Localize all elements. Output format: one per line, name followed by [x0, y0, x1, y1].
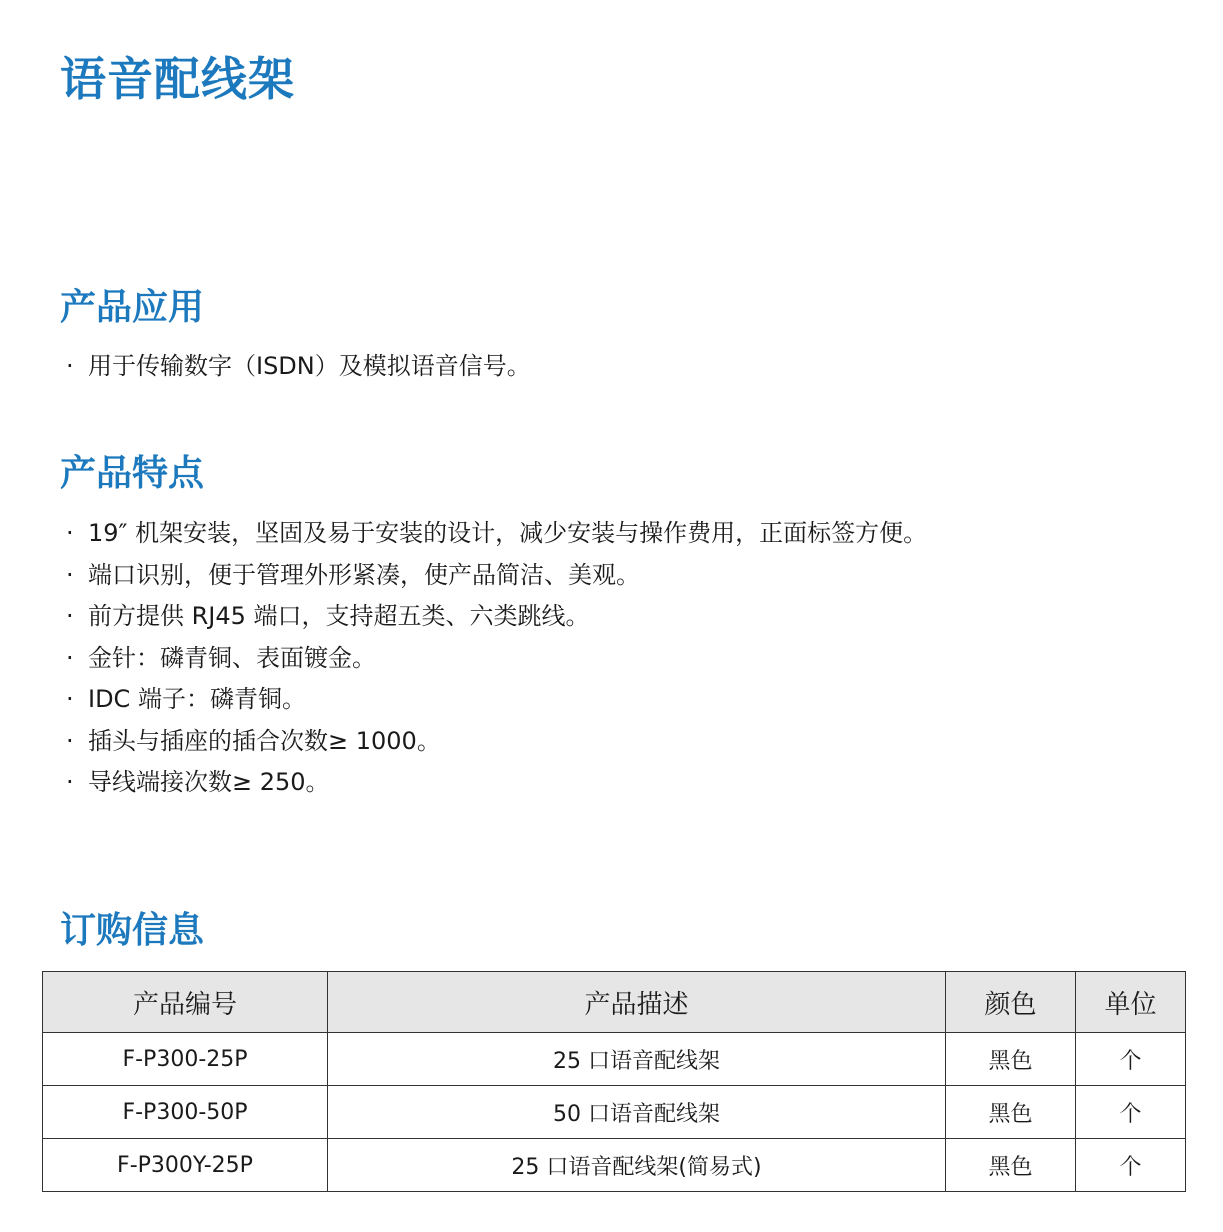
cell-unit: 个 — [1076, 1033, 1186, 1086]
bullet-marker: · — [66, 560, 74, 589]
ordering-table — [42, 971, 1186, 1192]
cell-product-code: F-P300Y-25P — [43, 1139, 328, 1192]
list-item — [66, 762, 927, 804]
cell-description: 50 口语音配线架 — [328, 1086, 946, 1139]
cell-color: 黑色 — [946, 1086, 1076, 1139]
list-item-text: 用于传输数字（ISDN）及模拟语音信号。 — [88, 352, 531, 380]
bullet-marker: · — [66, 519, 74, 547]
cell-unit: 个 — [1076, 1139, 1186, 1192]
cell-unit: 个 — [1076, 1086, 1186, 1139]
section-heading-application: 产品应用 — [60, 287, 205, 328]
page-title: 语音配线架 — [60, 52, 295, 106]
cell-product-code: F-P300-50P — [43, 1086, 328, 1139]
column-header-description: 产品描述 — [328, 972, 946, 1033]
bullet-marker: · — [66, 726, 74, 755]
bullet-marker: · — [66, 685, 74, 713]
column-header-product-code: 产品编号 — [43, 972, 328, 1033]
list-item-text: 插头与插座的插合次数≥ 1000。 — [88, 726, 441, 755]
application-list — [66, 346, 531, 388]
list-item — [66, 346, 531, 388]
table-row — [43, 1086, 1186, 1139]
bullet-marker: · — [66, 768, 74, 796]
table-header-row — [43, 972, 1186, 1033]
list-item-text: 金针：磷青铜、表面镀金。 — [88, 643, 376, 672]
list-item — [66, 513, 927, 555]
bullet-marker: · — [66, 352, 74, 380]
list-item — [66, 638, 927, 680]
list-item — [66, 679, 927, 721]
column-header-unit: 单位 — [1076, 972, 1186, 1033]
list-item — [66, 596, 927, 638]
features-list — [66, 513, 927, 804]
cell-color: 黑色 — [946, 1033, 1076, 1086]
bullet-marker: · — [66, 602, 74, 630]
cell-description: 25 口语音配线架 — [328, 1033, 946, 1086]
cell-color: 黑色 — [946, 1139, 1076, 1192]
list-item-text: 19″ 机架安装，坚固及易于安装的设计，减少安装与操作费用，正面标签方便。 — [88, 519, 928, 547]
bullet-marker: · — [66, 643, 74, 672]
table-row — [43, 1033, 1186, 1086]
list-item — [66, 555, 927, 597]
section-heading-features: 产品特点 — [60, 453, 205, 494]
list-item-text: IDC 端子：磷青铜。 — [88, 685, 306, 713]
column-header-color: 颜色 — [946, 972, 1076, 1033]
section-heading-ordering: 订购信息 — [60, 910, 205, 951]
list-item-text: 前方提供 RJ45 端口，支持超五类、六类跳线。 — [88, 602, 590, 630]
cell-description: 25 口语音配线架(简易式) — [328, 1139, 946, 1192]
list-item — [66, 721, 927, 763]
table-row — [43, 1139, 1186, 1192]
list-item-text: 端口识别，便于管理外形紧凑，使产品简洁、美观。 — [88, 560, 640, 589]
list-item-text: 导线端接次数≥ 250。 — [88, 768, 330, 796]
cell-product-code: F-P300-25P — [43, 1033, 328, 1086]
